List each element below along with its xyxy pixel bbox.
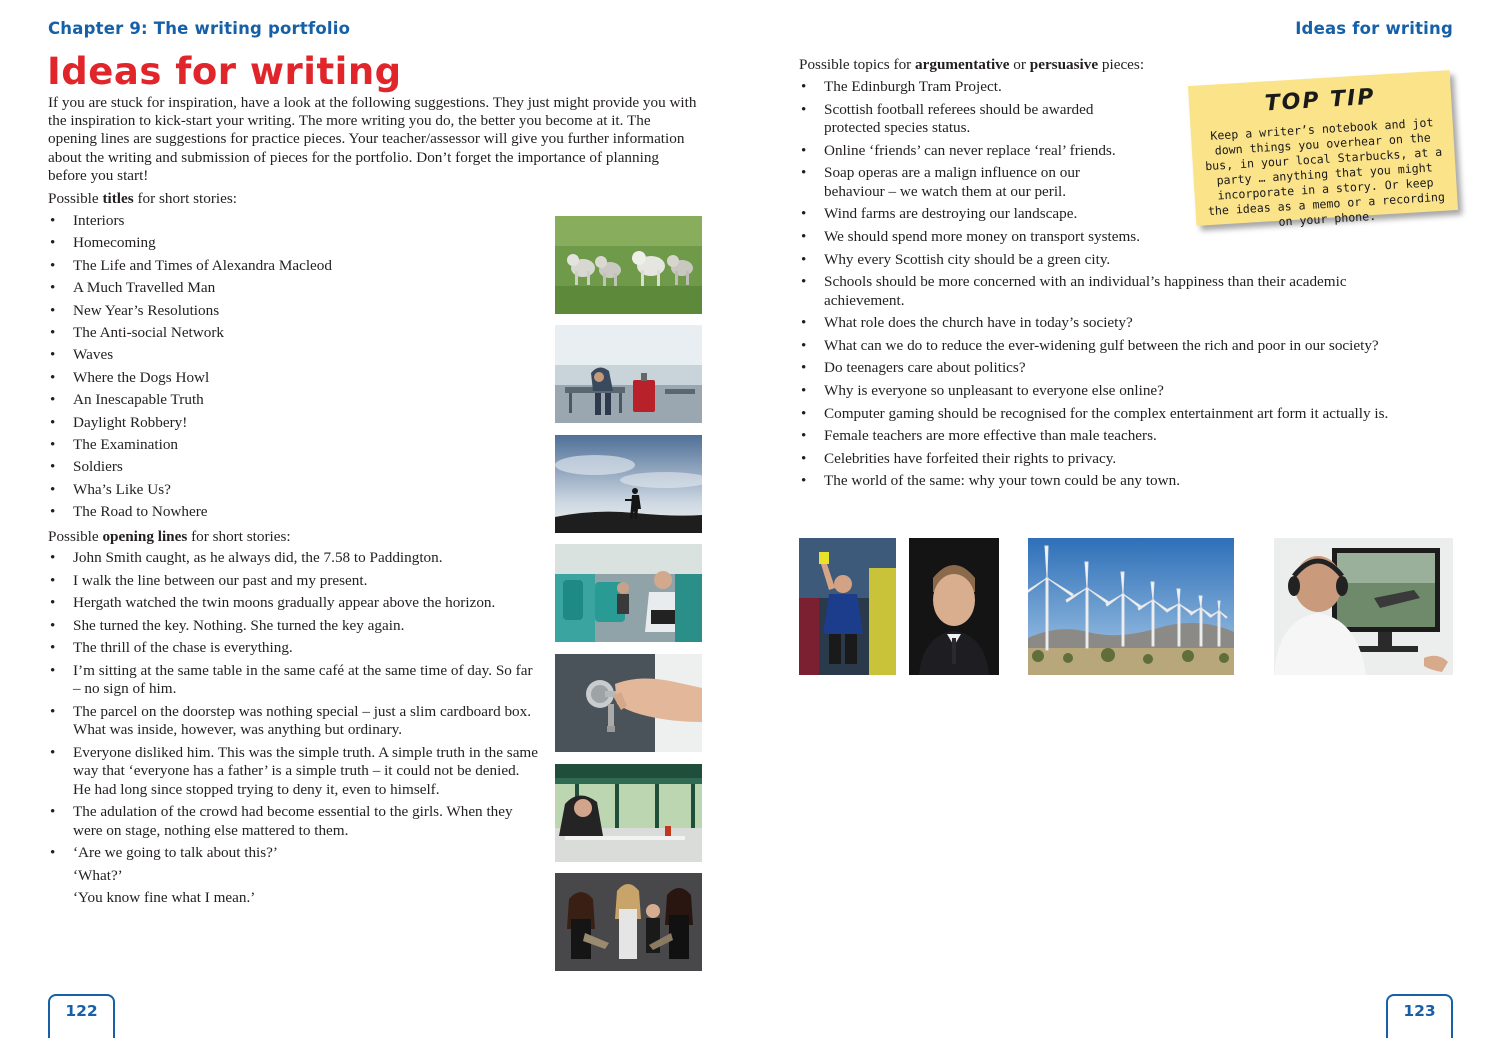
- label-text: for short stories:: [133, 190, 238, 207]
- list-item: • Computer gaming should be recognised for the complex entertainment art form it actually is.: [799, 405, 1389, 424]
- wolves-photo: [555, 216, 702, 314]
- section-running-head: Ideas for writing: [1295, 19, 1453, 38]
- list-item: • ‘Are we going to talk about this?’: [48, 844, 538, 863]
- list-item: • Soap operas are a malign influence on our behaviour – we watch them at our peril.: [799, 164, 1144, 201]
- right-page: [750, 0, 1500, 1038]
- list-item: • We should spend more money on transport systems.: [799, 228, 1419, 247]
- celebrity-portrait-photo: [909, 538, 999, 675]
- key-in-lock-photo: [555, 654, 702, 752]
- list-item: • A Much Travelled Man: [48, 279, 508, 301]
- page-number-123: 123: [1386, 994, 1453, 1038]
- list-item: • The Examination: [48, 436, 508, 458]
- list-item: • Schools should be more concerned with an individual’s happiness than their academic achievement.: [799, 273, 1419, 310]
- topics-section-label: [799, 56, 1144, 74]
- list-item: • Celebrities have forfeited their rights to privacy.: [799, 450, 1419, 469]
- list-item: • The thrill of the chase is everything.: [48, 639, 538, 658]
- train-passengers-photo: [555, 544, 702, 642]
- list-item: • Interiors: [48, 212, 508, 234]
- label-text: or: [1009, 56, 1030, 73]
- label-text: Possible topics for: [799, 56, 916, 73]
- traveller-airport-photo: [555, 325, 702, 423]
- list-item: • The adulation of the crowd had become essential to the girls. When they were on stage, nothing else mattered to them.: [48, 803, 538, 840]
- girl-band-photo: [555, 873, 702, 971]
- list-item: • Waves: [48, 346, 508, 368]
- list-item: • Everyone disliked him. This was the simple truth. A simple truth in the same way that ‘everyone has a father’ is a simple truth – it could not be denied. He had long since stopped trying to deny it, even to himself.: [48, 744, 538, 800]
- referee-photo: [799, 538, 896, 675]
- list-item: • Online ‘friends’ can never replace ‘real’ friends.: [799, 142, 1419, 161]
- list-item: • What can we do to reduce the ever-widening gulf between the rich and poor in our society?: [799, 337, 1399, 356]
- girl-in-cafe-photo: [555, 764, 702, 862]
- list-item: • Homecoming: [48, 234, 508, 256]
- opening-lines-section-label: [48, 528, 291, 546]
- list-item: • Scottish football referees should be awarded protected species status.: [799, 101, 1144, 138]
- list-item: • I walk the line between our past and my present.: [48, 572, 538, 591]
- chapter-running-head: Chapter 9: The writing portfolio: [48, 19, 351, 38]
- list-item: • I’m sitting at the same table in the same café at the same time of day. So far – no sign of him.: [48, 662, 538, 699]
- list-item: • Do teenagers care about politics?: [799, 359, 1419, 378]
- list-item: • The world of the same: why your town could be any town.: [799, 472, 1419, 491]
- wind-farm-photo: [1028, 538, 1234, 675]
- list-item: • Why is everyone so unpleasant to everyone else online?: [799, 382, 1419, 401]
- list-item: • Wind farms are destroying our landscape.: [799, 205, 1419, 224]
- list-item: • John Smith caught, as he always did, the 7.58 to Paddington.: [48, 549, 538, 568]
- list-item: • The Road to Nowhere: [48, 503, 508, 525]
- label-text: for short stories:: [187, 528, 291, 545]
- label-text: Possible: [48, 528, 103, 545]
- list-item: • Soldiers: [48, 458, 508, 480]
- label-text: pieces:: [1098, 56, 1145, 73]
- list-item: • Daylight Robbery!: [48, 414, 508, 436]
- label-bold: opening lines: [102, 528, 188, 545]
- intro-paragraph: If you are stuck for inspiration, have a look at the following suggestions. They just might provide you with the inspiration to kick-start your writing. The more writing you do, the better you become at it. The opening lines are suggestions for practice pieces. Your teacher/assessor will give you further information about the writing and submission of pieces for the portfolio. Don’t forget the importance of planning before you start!: [48, 94, 697, 184]
- titles-section-label: [48, 190, 237, 208]
- list-item: • Female teachers are more effective than male teachers.: [799, 427, 1419, 446]
- list-item: • The Edinburgh Tram Project.: [799, 78, 1419, 97]
- top-tip-note: [1188, 70, 1458, 229]
- dialogue-line: ‘You know fine what I mean.’: [73, 889, 256, 906]
- list-item: • New Year’s Resolutions: [48, 302, 508, 324]
- list-item: • The Anti-social Network: [48, 324, 508, 346]
- page-number-122: 122: [48, 994, 115, 1038]
- list-item: • Where the Dogs Howl: [48, 369, 508, 391]
- list-item: • An Inescapable Truth: [48, 391, 508, 413]
- list-item: • Hergath watched the twin moons gradually appear above the horizon.: [48, 594, 538, 613]
- label-text: Possible: [48, 190, 103, 207]
- top-tip-title: TOP TIP: [1264, 84, 1377, 117]
- dialogue-line: ‘What?’: [73, 866, 123, 884]
- page-title: Ideas for writing: [47, 50, 402, 93]
- list-item: • Why every Scottish city should be a green city.: [799, 251, 1419, 270]
- story-titles-list: [48, 212, 508, 525]
- list-item: • What role does the church have in today’s society?: [799, 314, 1419, 333]
- opening-lines-list: [48, 549, 538, 912]
- soldier-silhouette-photo: [555, 435, 702, 533]
- list-item: • The Life and Times of Alexandra Macleod: [48, 257, 508, 279]
- list-item: • Wha’s Like Us?: [48, 481, 508, 503]
- computer-gamer-photo: [1274, 538, 1453, 675]
- list-item: • The parcel on the doorstep was nothing special – just a slim cardboard box. What was inside, however, was anything but ordinary.: [48, 703, 538, 740]
- label-bold: argumentative: [915, 56, 1010, 73]
- list-item: • She turned the key. Nothing. She turned the key again.: [48, 617, 538, 636]
- label-bold: titles: [102, 190, 134, 207]
- top-tip-text: Keep a writer’s notebook and jot down things you overhear on the bus, in your local Starbucks, at a party … anything that you might incorporate in a story. Or keep the ideas as a memo or a recording on your phone.: [1204, 115, 1446, 229]
- label-bold: persuasive: [1029, 56, 1099, 73]
